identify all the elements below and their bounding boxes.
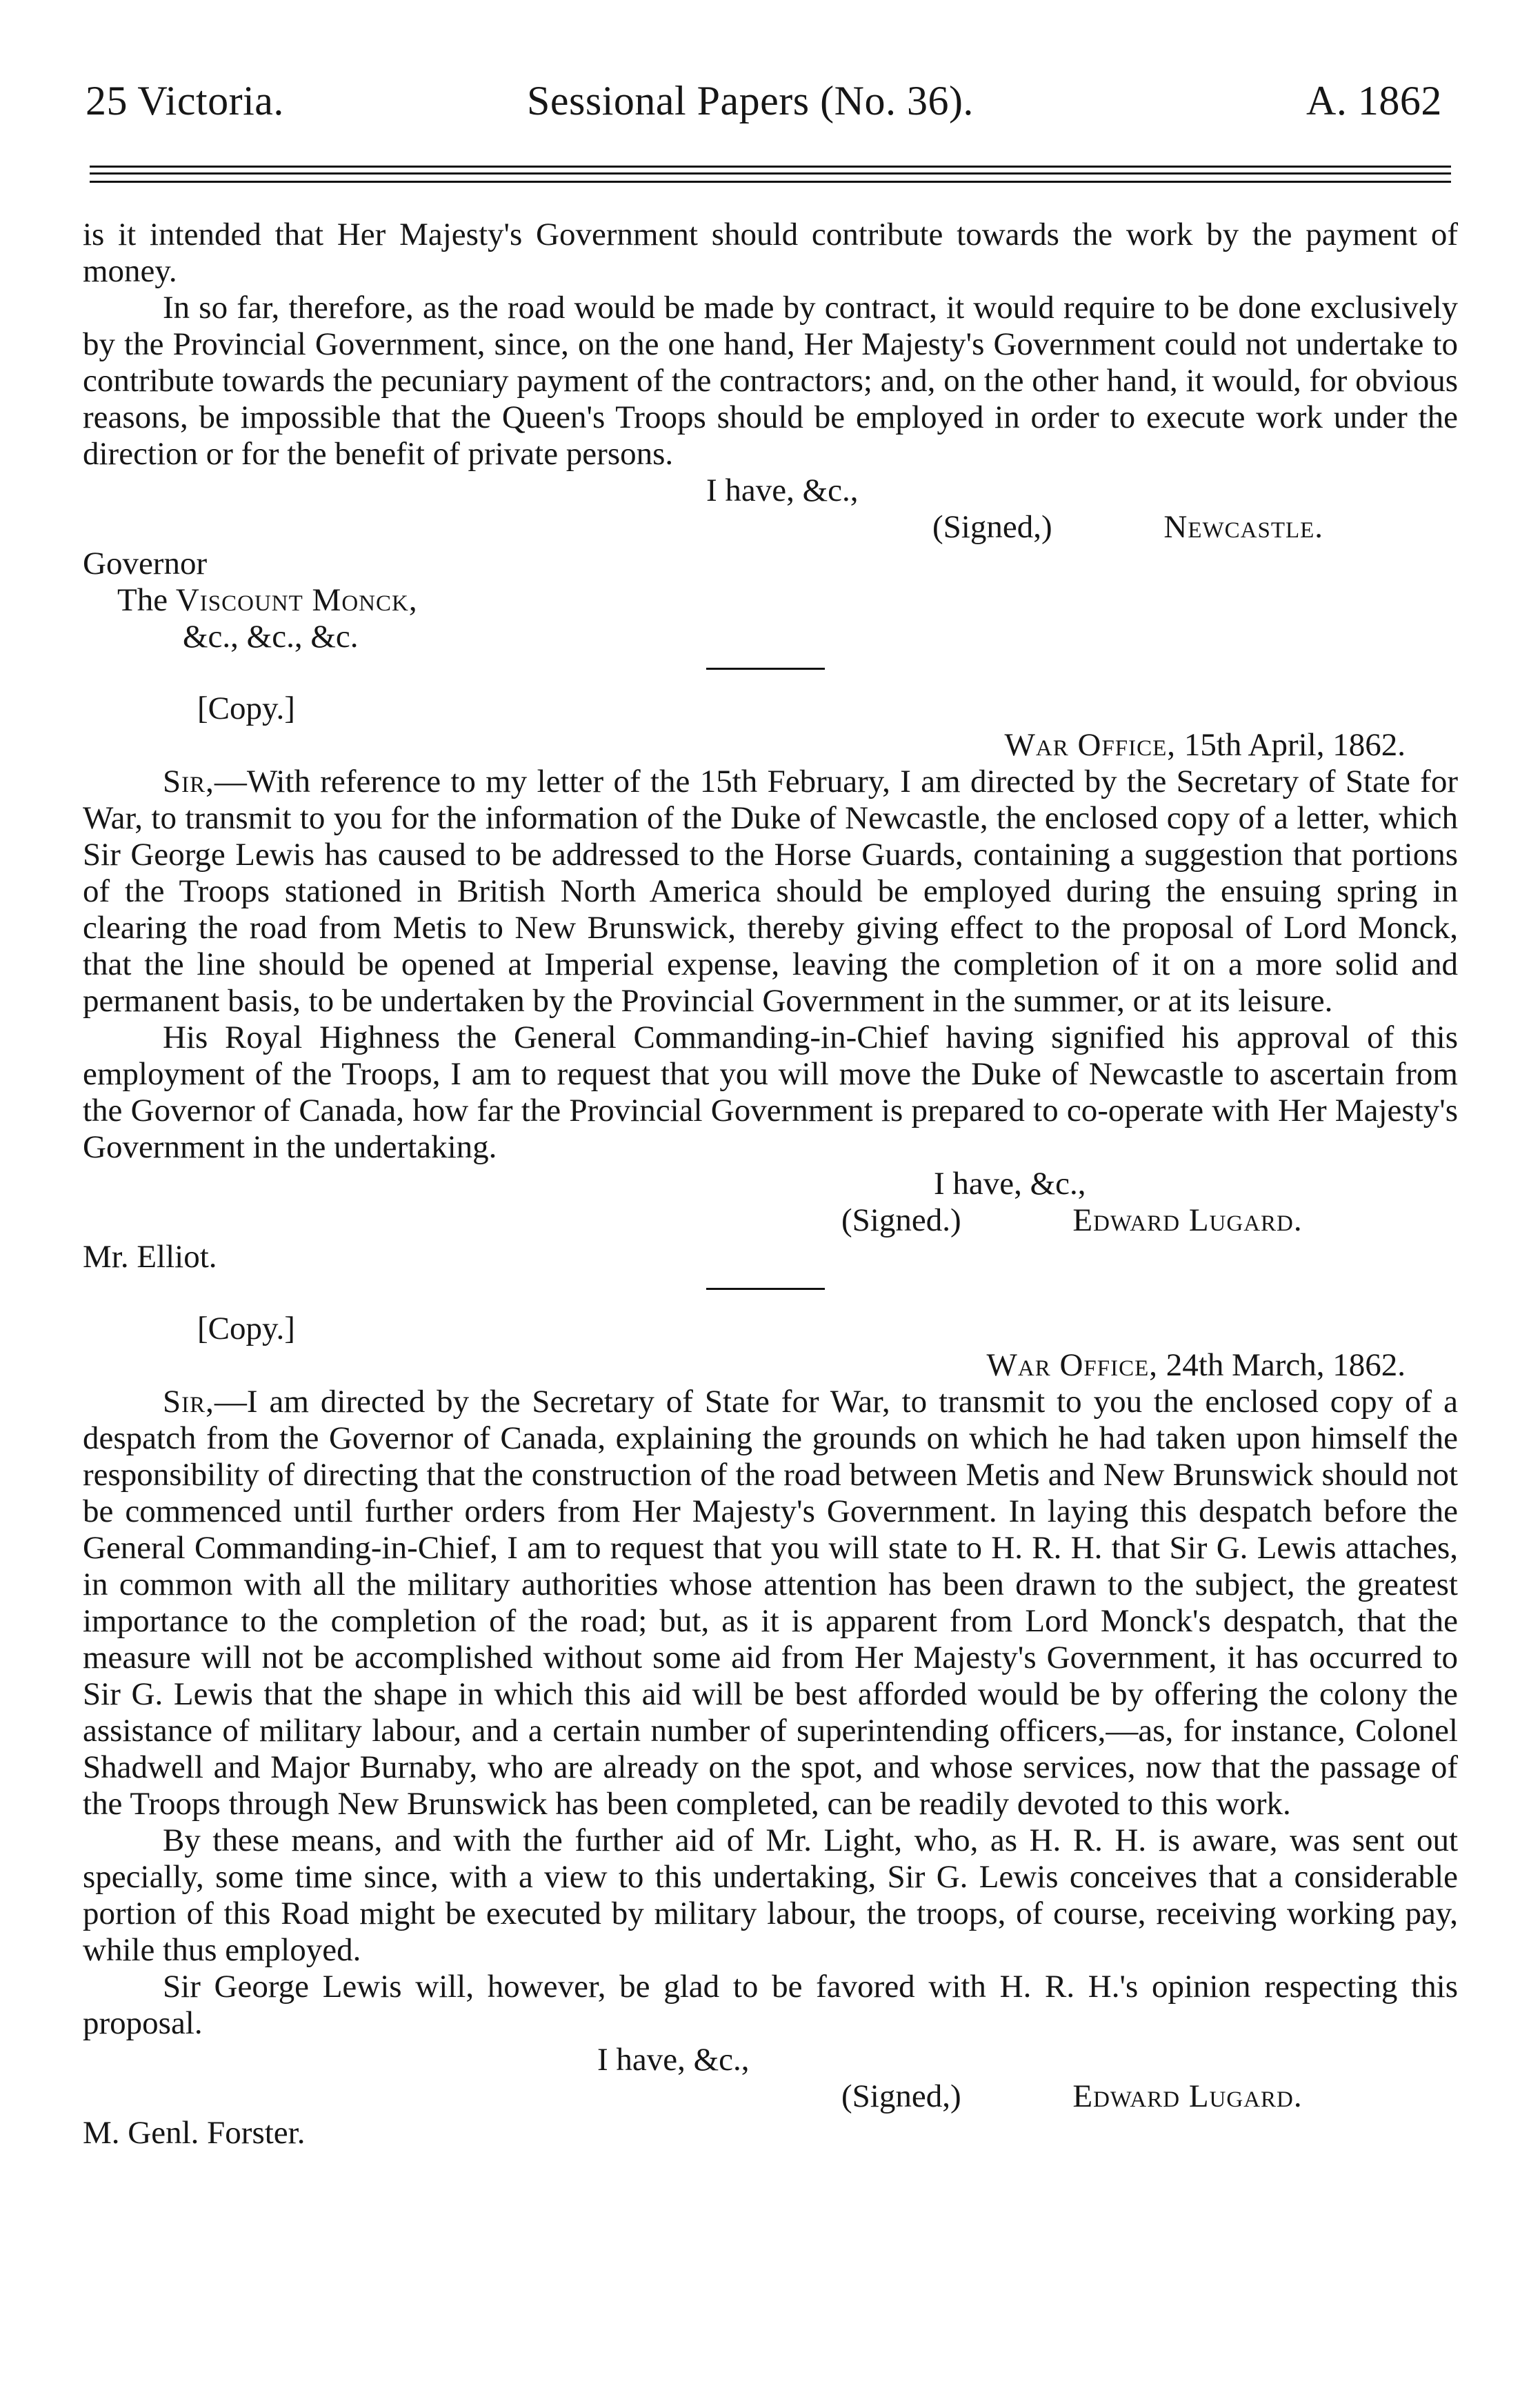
letter3-paragraph-1	[83, 1384, 1458, 1822]
letter2-dateline	[83, 727, 1458, 764]
letter3-paragraph-1-text: —I am directed by the Secretary of State for War, to transmit to you the enclosed copy of a despatch from the Governor of Canada, explaining the grounds on which he had taken upon himself the responsibility of directing that the construction of the road between Metis and New Brunswick should not be commenced until further orders from Her Majesty's Government. In laying this despatch before the General Commanding-in-Chief, I am to request that you will state to H. R. H. that Sir G. Lewis attaches, in common with all the military authorities whose attention has been drawn to the subject, the greatest importance to the completion of the road; but, as it is apparent from Lord Monck's despatch, that the measure will not be accomplished without some aid from Her Majesty's Government, it has occurred to Sir G. Lewis that the shape in which this aid will be best afforded would be by offering the colony the assistance of military labour, and a certain number of superintending officers,—as, for instance, Colonel Shadwell and Major Burnaby, who are already on the spot, and whose services, now that the passage of the Troops through New Brunswick has been completed, can be readily devoted to this work.	[83, 1384, 1458, 1822]
letter2-copy-label: [Copy.]	[197, 690, 295, 726]
letter2-signatory: Edward Lugard.	[1072, 1202, 1303, 1238]
header-rule-top	[90, 166, 1451, 168]
letter2-addressee: Mr. Elliot.	[83, 1239, 217, 1275]
letter2-signature-line	[841, 1202, 1458, 1239]
letter3-addressee: M. Genl. Forster.	[83, 2115, 306, 2151]
letter3-paragraph-3: Sir George Lewis will, however, be glad to be favored with H. R. H.'s opinion respecting this proposal.	[83, 1969, 1458, 2041]
header-year: A. 1862	[1306, 78, 1442, 123]
letter1-paragraph-2: In so far, therefore, as the road would be made by contract, it would require to be done exclusively by the Provincial Government, since, on the one hand, Her Majesty's Government could not undertake to contribute towards the pecuniary payment of the contractors; and, on the other hand, it would, for obvious reasons, be impossible that the Queen's Troops should be employed in order to execute work under the direction or for the benefit of private persons.	[83, 290, 1458, 472]
letter3-office: War Office,	[986, 1347, 1159, 1383]
letter2-paragraph-1-text: —With reference to my letter of the 15th February, I am directed by the Secretary of State for War, to transmit to you for the information of the Duke of Newcastle, the enclosed copy of a letter, which Sir George Lewis has caused to be addressed to the Horse Guards, containing a suggestion that portions of the Troops stationed in British North America should be employed during the ensuing spring in clearing the road from Metis to New Brunswick, thereby giving effect to the proposal of Lord Monck, that the line should be opened at Imperial expense, leaving the completion of it on a more solid and permanent basis, to be undertaken by the Provincial Government in the summer, or at its leisure.	[83, 764, 1458, 1019]
header-title: Sessional Papers (No. 36).	[527, 78, 974, 123]
letter1-addressee-line-3: &c., &c., &c.	[183, 619, 359, 655]
letter3-salutation: Sir,	[163, 1384, 214, 1420]
letter2-closing: I have, &c.,	[934, 1166, 1086, 1202]
letter1-closing: I have, &c.,	[706, 473, 859, 508]
letter2-paragraph-2: His Royal Highness the General Commanding-in-Chief having signified his approval of this employment of the Troops, I am to request that you will move the Duke of Newcastle to ascertain from the Governor of Canada, how far the Provincial Government is prepared to co-operate with Her Majesty's Government in the undertaking.	[83, 1020, 1458, 1165]
letter3-dateline	[83, 1347, 1458, 1384]
letter2-salutation: Sir,	[163, 764, 214, 799]
document-body	[83, 217, 1458, 2151]
letter1-addressee-line-2	[117, 582, 1458, 619]
letter1-addressee-line-1: Governor	[83, 546, 208, 581]
letter3-copy-label: [Copy.]	[197, 1311, 295, 1346]
letter1-signatory: Newcastle.	[1163, 509, 1324, 545]
separator-rule-1	[706, 668, 825, 670]
letter1-signature-line	[932, 509, 1458, 546]
letter2-date: 15th April, 1862.	[1183, 727, 1406, 763]
letter3-closing: I have, &c.,	[597, 2042, 750, 2078]
letter3-signatory: Edward Lugard.	[1072, 2078, 1303, 2114]
letter3-date: 24th March, 1862.	[1166, 1347, 1406, 1383]
letter3-paragraph-2: By these means, and with the further aid of Mr. Light, who, as H. R. H. is aware, was sent out specially, some time since, with a view to this undertaking, Sir G. Lewis conceives that a considerable portion of this Road might be executed by military labour, the troops, of course, receiving working pay, while thus employed.	[83, 1822, 1458, 1968]
header-rule-middle	[90, 172, 1451, 175]
letter2-paragraph-1	[83, 764, 1458, 1020]
header-rule-bottom	[90, 181, 1451, 183]
letter1-addressee-name: Viscount Monck,	[175, 582, 418, 618]
letter3-signature-line	[841, 2078, 1458, 2115]
separator-rule-2	[706, 1288, 825, 1290]
letter1-addressee-prefix: The	[117, 582, 168, 618]
letter1-signed-label: (Signed,)	[932, 509, 1052, 545]
header-session: 25 Victoria.	[86, 78, 284, 123]
letter1-paragraph-1: is it intended that Her Majesty's Government should contribute towards the work by the payment of money.	[83, 217, 1458, 289]
letter3-signed-label: (Signed,)	[841, 2078, 961, 2114]
letter2-office: War Office,	[1004, 727, 1177, 763]
letter2-signed-label: (Signed.)	[841, 1202, 961, 1238]
